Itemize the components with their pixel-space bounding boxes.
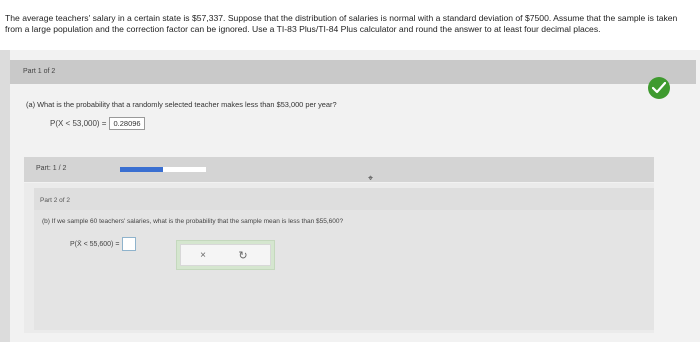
- clear-button[interactable]: ×: [200, 250, 206, 261]
- correct-checkmark-icon: [648, 77, 670, 99]
- part1-answer-row: [50, 117, 145, 130]
- answer-action-inner: [180, 244, 271, 266]
- part1-question: (a) What is the probability that a randomly selected teacher makes less than $53,000 per year?: [26, 100, 337, 109]
- problem-statement: The average teachers' salary in a certain state is $57,337. Suppose that the distribution of salaries is normal with a standard deviation of $7500. Assume that the sample is taken from a large population and the correction factor can be ignored. Use a TI-83 Plus/TI-84 Plus calculator and round the answer to at least four decimal places.: [5, 13, 678, 34]
- part1-answer-expression: P(X < 53,000) =: [50, 119, 107, 128]
- part2-header-label: Part 2 of 2: [40, 197, 70, 204]
- left-edge-panel: [0, 50, 10, 342]
- part1-answer-box: 0.28096: [109, 117, 144, 130]
- part1-header-label: Part 1 of 2: [23, 68, 56, 75]
- part2-header-bar[interactable]: [34, 188, 654, 210]
- part2-body: [34, 210, 654, 330]
- part-progress-label: Part: 1 / 2: [36, 165, 67, 172]
- part-progress-bar: [24, 157, 654, 182]
- part2-answer-expression: P(X̄ < 55,600) =: [70, 240, 120, 248]
- redo-button[interactable]: ↻: [238, 250, 248, 262]
- part2-answer-input[interactable]: [122, 237, 136, 251]
- part2-panel: [24, 183, 654, 333]
- answer-action-group: [176, 240, 275, 270]
- progress-track: [120, 167, 206, 172]
- mouse-cursor-icon: ⌖: [368, 173, 374, 183]
- progress-fill: [120, 167, 163, 172]
- part2-answer-row: [70, 237, 136, 251]
- part2-question: (b) If we sample 60 teachers' salaries, what is the probability that the sample mean is less than $55,600?: [42, 218, 344, 225]
- part1-header-bar[interactable]: [10, 60, 696, 84]
